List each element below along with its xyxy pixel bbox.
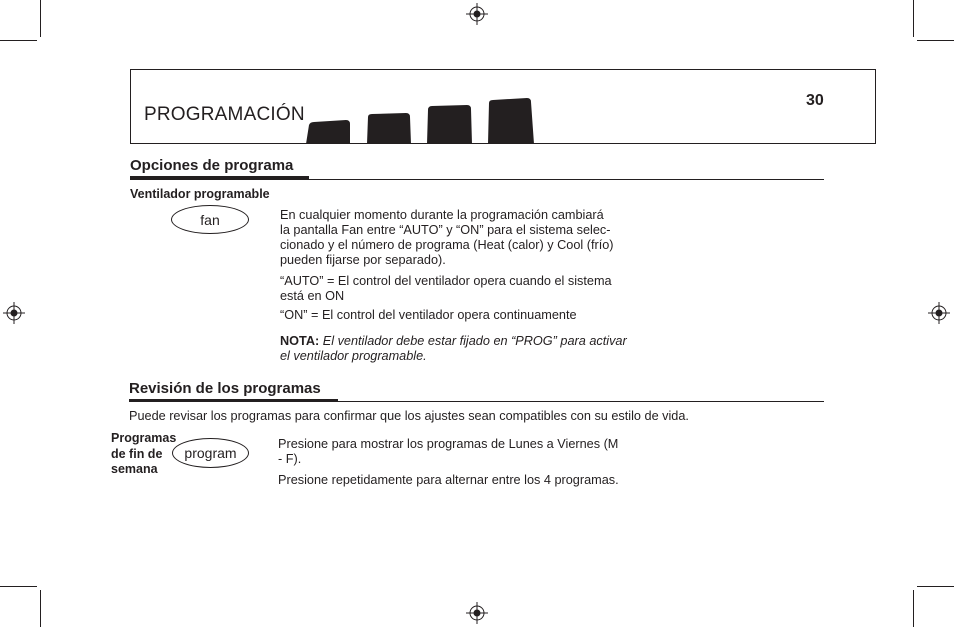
registration-mark-icon — [466, 602, 488, 624]
crop-mark — [913, 590, 914, 627]
crop-mark — [0, 586, 37, 587]
program-button-label: program — [184, 445, 237, 461]
chapter-tabs-graphic — [306, 98, 536, 144]
note-label: NOTA: — [280, 334, 320, 348]
revision-intro: Puede revisar los programas para confirmar que los ajustes sean compatibles con su estilo de vida. — [129, 409, 689, 423]
label-line: semana — [111, 462, 158, 476]
fan-button[interactable] — [171, 205, 249, 234]
crop-mark — [40, 590, 41, 627]
text-line: está en ON — [280, 289, 345, 303]
weekend-programs-label — [111, 431, 176, 478]
auto-description — [280, 274, 660, 304]
section-title-revision: Revisión de los programas — [129, 380, 321, 397]
section-title-opciones: Opciones de programa — [130, 157, 294, 174]
crop-mark — [40, 0, 41, 37]
fan-description — [280, 208, 660, 268]
text-line: la pantalla Fan entre “AUTO” y “ON” para el sistema selec- — [280, 223, 611, 237]
on-description: “ON” = El control del ventilador opera continuamente — [280, 308, 577, 322]
note-text: El ventilador debe estar fijado en “PROG” para activar — [322, 334, 627, 348]
label-line: de fin de — [111, 446, 163, 461]
registration-mark-icon — [3, 302, 25, 324]
section-rule — [129, 401, 824, 402]
text-line: “AUTO” = El control del ventilador opera cuando el sistema — [280, 274, 612, 288]
registration-mark-icon — [466, 3, 488, 25]
program-bullet-2: Presione repetidamente para alternar entre los 4 programas. — [278, 473, 619, 487]
chapter-header — [130, 69, 876, 144]
fan-button-label: fan — [200, 211, 220, 228]
subheading-ventilador: Ventilador programable — [130, 187, 270, 201]
crop-mark — [913, 0, 914, 37]
crop-mark — [0, 40, 37, 41]
page-number: 30 — [806, 92, 824, 109]
section-rule — [130, 179, 824, 180]
chapter-title: PROGRAMACIÓN — [144, 104, 305, 125]
label-line: Programas — [111, 431, 177, 445]
registration-mark-icon — [928, 302, 950, 324]
text-line: Presione para mostrar los programas de Lunes a Viernes (M — [278, 437, 619, 451]
text-line: - F). — [278, 452, 302, 466]
text-line: cionado y el número de programa (Heat (calor) y Cool (frío) — [280, 238, 614, 252]
crop-mark — [917, 40, 954, 41]
note-text: el ventilador programable. — [280, 349, 427, 363]
program-button[interactable] — [172, 438, 249, 468]
text-line: pueden fijarse por separado). — [280, 253, 446, 267]
note — [280, 334, 680, 364]
text-line: En cualquier momento durante la programación cambiará — [280, 208, 604, 222]
program-bullet-1 — [278, 437, 658, 467]
crop-mark — [917, 586, 954, 587]
